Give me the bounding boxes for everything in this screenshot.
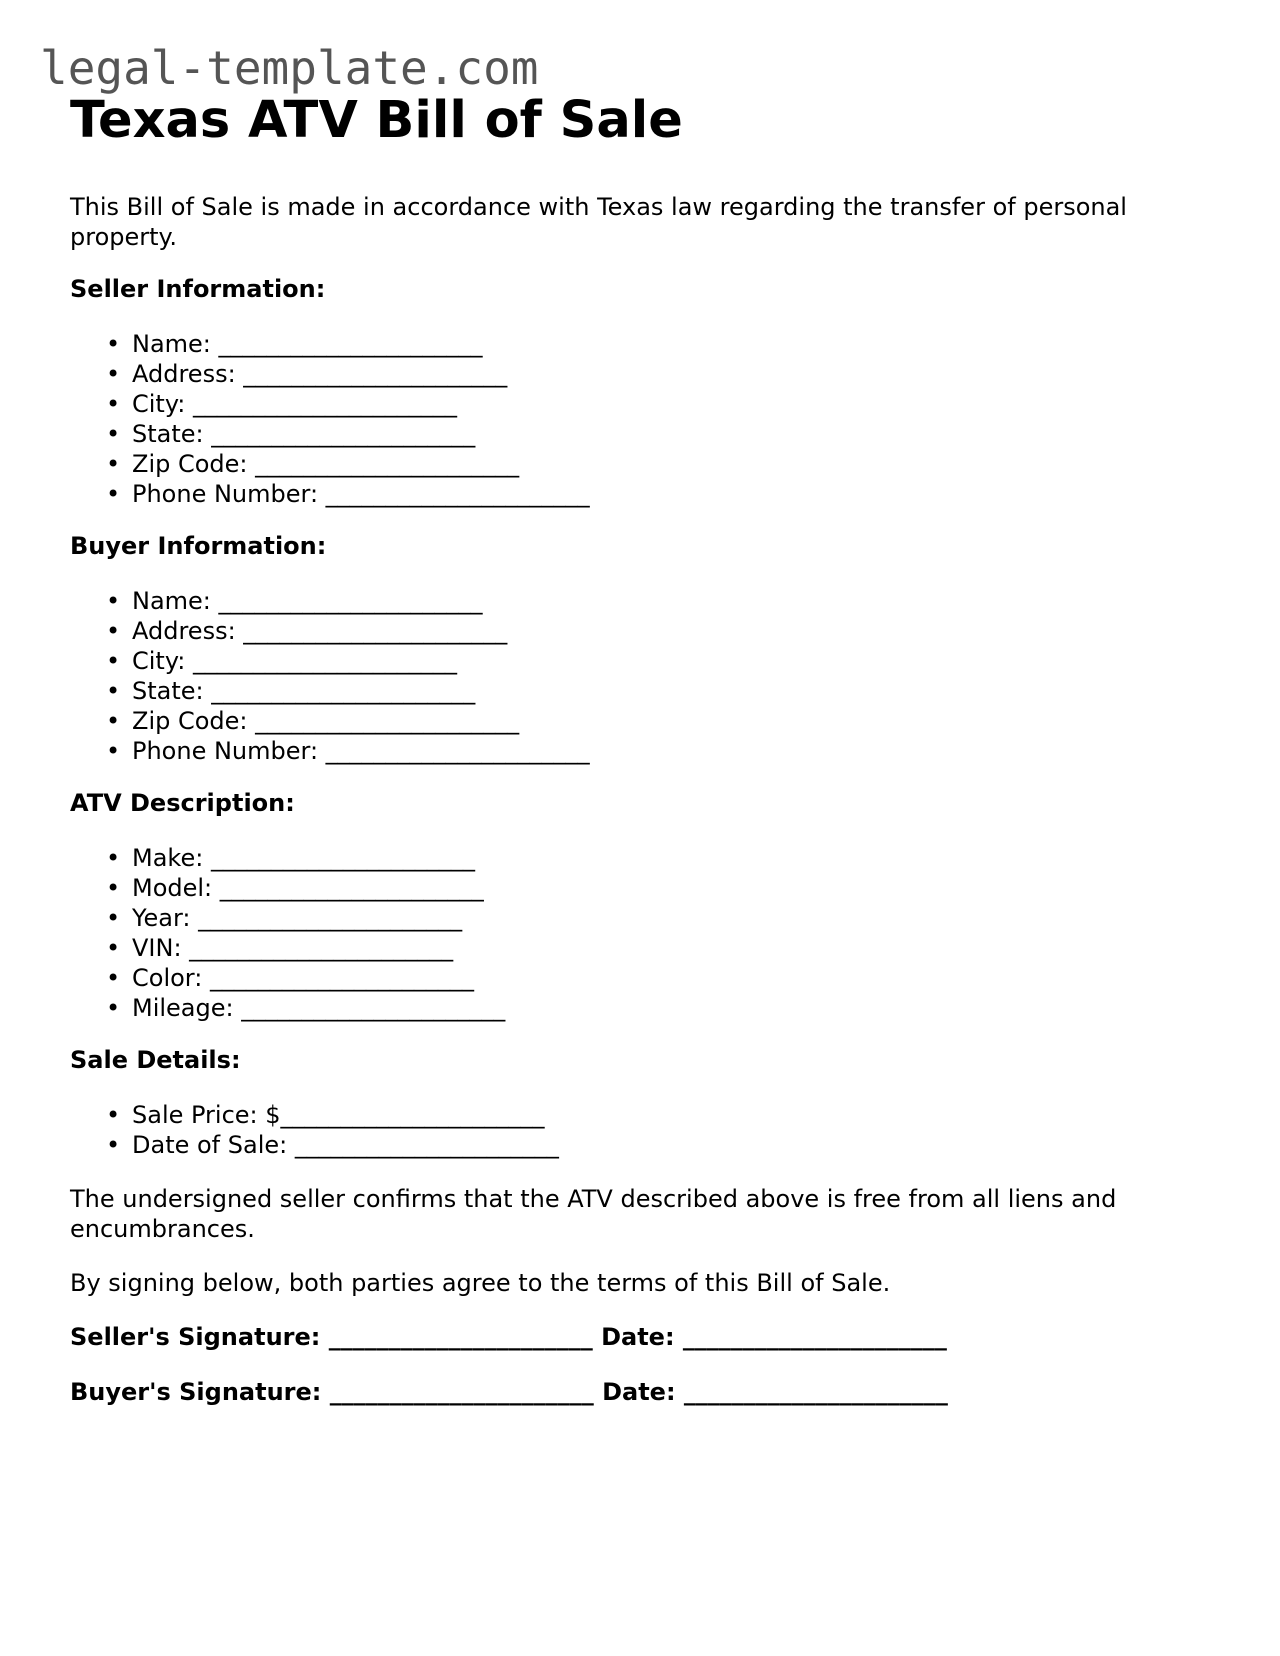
seller-city-field: • City: ______________________ — [132, 389, 1210, 419]
sale-price-field: • Sale Price: $______________________ — [132, 1100, 1210, 1130]
buyer-phone-field: • Phone Number: ______________________ — [132, 736, 1210, 766]
agreement-statement: By signing below, both parties agree to the terms of this Bill of Sale. — [70, 1269, 891, 1297]
buyer-city-field: • City: ______________________ — [132, 646, 1210, 676]
seller-zip-field: • Zip Code: ______________________ — [132, 449, 1210, 479]
atv-heading: ATV Description: — [70, 789, 295, 817]
page-title: Texas ATV Bill of Sale — [70, 91, 683, 150]
atv-year-field: • Year: ______________________ — [132, 903, 1210, 933]
buyer-field-list — [70, 586, 1210, 766]
sale-field-list — [70, 1100, 1210, 1160]
seller-phone-field: • Phone Number: ______________________ — [132, 479, 1210, 509]
atv-mileage-field: • Mileage: ______________________ — [132, 993, 1210, 1023]
atv-color-field: • Color: ______________________ — [132, 963, 1210, 993]
sale-date-field: • Date of Sale: ______________________ — [132, 1130, 1210, 1160]
liens-statement: The undersigned seller confirms that the ATV described above is free from all liens and encumbrances. — [70, 1185, 1117, 1243]
buyer-zip-field: • Zip Code: ______________________ — [132, 706, 1210, 736]
sale-heading: Sale Details: — [70, 1046, 241, 1074]
document-page — [70, 86, 1210, 1407]
intro-paragraph: This Bill of Sale is made in accordance with Texas law regarding the transfer of personal property. — [70, 193, 1127, 251]
atv-make-field: • Make: ______________________ — [132, 843, 1210, 873]
atv-field-list — [70, 843, 1210, 1023]
atv-vin-field: • VIN: ______________________ — [132, 933, 1210, 963]
seller-field-list — [70, 329, 1210, 509]
seller-signature-line: Seller's Signature: ______________________ Date: ______________________ — [70, 1323, 947, 1351]
buyer-heading: Buyer Information: — [70, 532, 327, 560]
buyer-name-field: • Name: ______________________ — [132, 586, 1210, 616]
atv-model-field: • Model: ______________________ — [132, 873, 1210, 903]
buyer-signature-line: Buyer's Signature: ______________________ Date: ______________________ — [70, 1378, 948, 1406]
seller-heading: Seller Information: — [70, 275, 326, 303]
watermark-text: legal-template.com — [40, 41, 539, 95]
seller-address-field: • Address: ______________________ — [132, 359, 1210, 389]
buyer-state-field: • State: ______________________ — [132, 676, 1210, 706]
seller-state-field: • State: ______________________ — [132, 419, 1210, 449]
seller-name-field: • Name: ______________________ — [132, 329, 1210, 359]
buyer-address-field: • Address: ______________________ — [132, 616, 1210, 646]
